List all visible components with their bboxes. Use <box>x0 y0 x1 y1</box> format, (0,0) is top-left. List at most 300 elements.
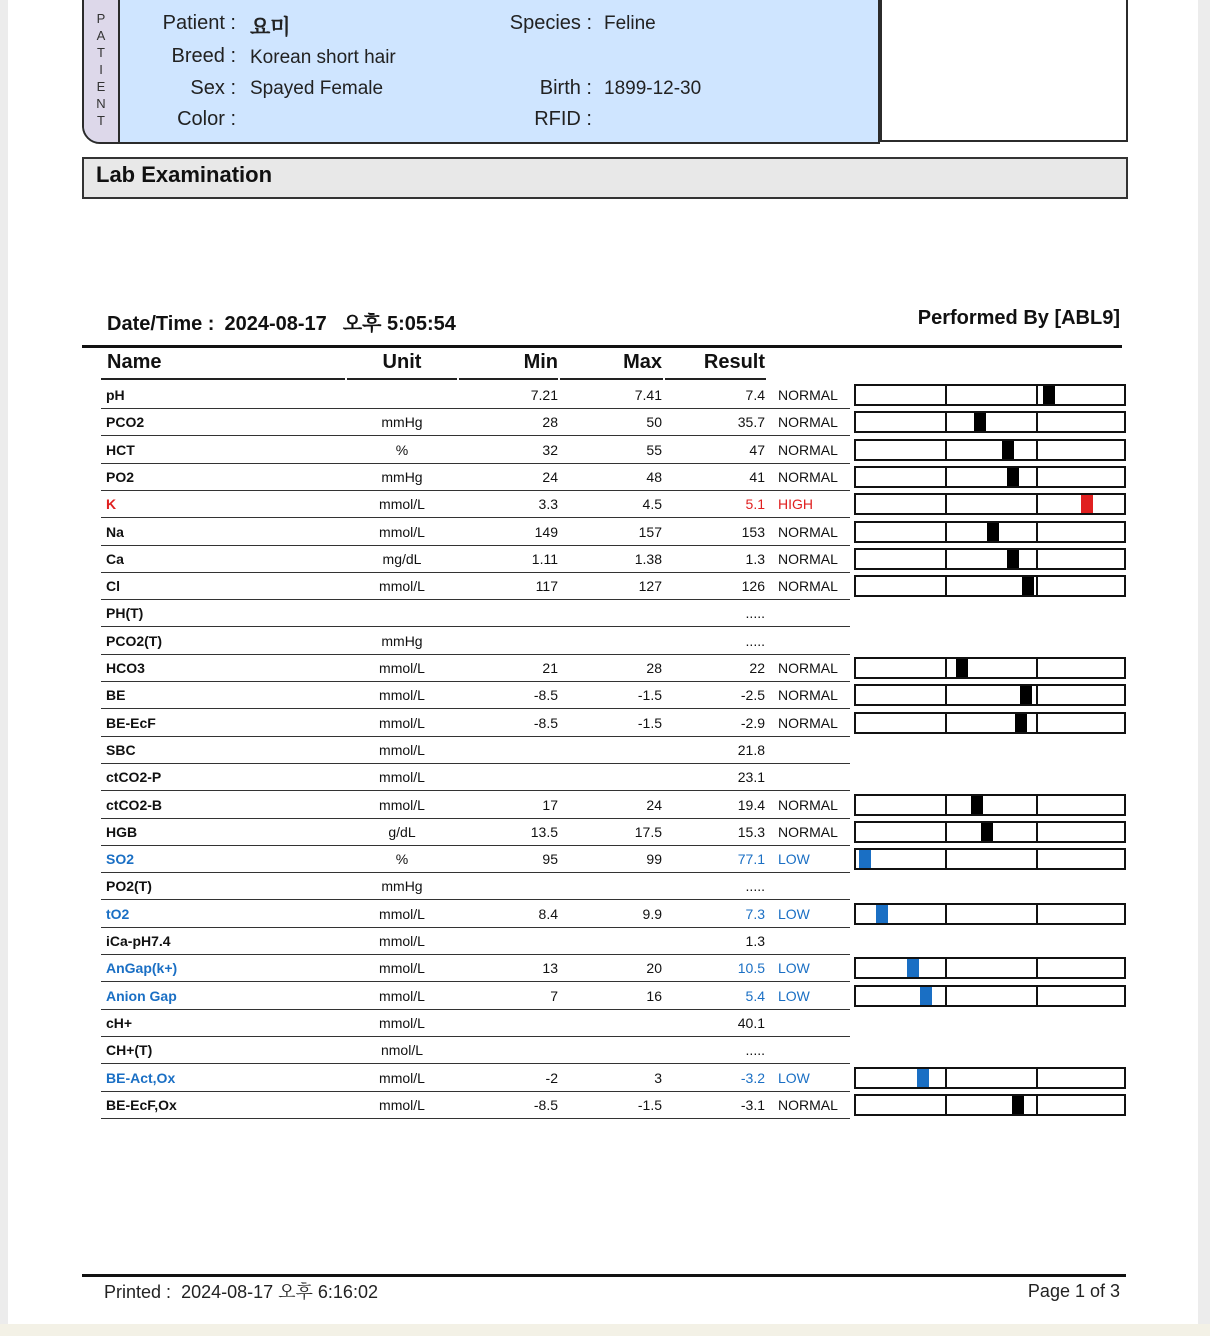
row-divider <box>101 545 850 546</box>
cell-name: SBC <box>106 742 136 758</box>
cell-result: 15.3 <box>737 824 765 840</box>
range-gauge <box>854 466 1126 488</box>
gauge-divider <box>1036 495 1038 513</box>
cell-result: ..... <box>745 1042 765 1058</box>
cell-min: 7 <box>550 988 558 1004</box>
gauge-divider <box>945 1096 947 1114</box>
patient-tab-letter: T <box>97 113 105 128</box>
row-divider <box>101 708 850 709</box>
cell-result: 19.4 <box>737 797 765 813</box>
sex-value: Spayed Female <box>250 78 384 99</box>
gauge-marker <box>876 905 888 923</box>
range-gauge <box>854 657 1126 679</box>
cell-unit: mmol/L <box>379 578 425 594</box>
table-row <box>0 902 1210 929</box>
gauge-divider <box>1036 1096 1038 1114</box>
cell-min: 117 <box>535 578 558 594</box>
viewer-bottom-strip <box>0 1324 1210 1336</box>
gauge-divider <box>1036 987 1038 1005</box>
range-gauge <box>854 1067 1126 1089</box>
cell-min: -8.5 <box>533 687 558 703</box>
table-row <box>0 1011 1210 1038</box>
cell-max: 28 <box>646 660 662 676</box>
row-divider <box>101 517 850 518</box>
gauge-divider <box>1036 550 1038 568</box>
gauge-divider <box>1036 850 1038 868</box>
gauge-divider <box>945 441 947 459</box>
gauge-divider <box>945 413 947 431</box>
cell-result: 41 <box>749 469 765 485</box>
cell-flag: NORMAL <box>778 715 838 731</box>
cell-name: PO2(T) <box>106 878 152 894</box>
gauge-divider <box>945 796 947 814</box>
cell-unit: mmol/L <box>379 988 425 1004</box>
cell-max: 20 <box>646 960 662 976</box>
gauge-divider <box>1036 523 1038 541</box>
cell-flag: NORMAL <box>778 578 838 594</box>
gauge-divider <box>1036 441 1038 459</box>
col-header-unit: Unit <box>382 351 422 373</box>
row-divider <box>101 927 850 928</box>
cell-min: 32 <box>542 442 558 458</box>
patient-label: Patient : <box>162 12 236 34</box>
row-divider <box>101 626 850 627</box>
cell-flag: LOW <box>778 906 810 922</box>
cell-min: -8.5 <box>533 1097 558 1113</box>
table-row <box>0 410 1210 437</box>
cell-unit: % <box>395 442 409 458</box>
cell-min: 13 <box>542 960 558 976</box>
col-header-min: Min <box>523 351 558 373</box>
cell-name: tO2 <box>106 906 130 922</box>
cell-unit: mmol/L <box>379 769 425 785</box>
cell-result: 77.1 <box>737 851 765 867</box>
cell-max: 127 <box>638 578 662 594</box>
gauge-marker <box>1002 441 1014 459</box>
row-divider <box>101 981 850 982</box>
cell-max: -1.5 <box>637 687 662 703</box>
range-gauge <box>854 794 1126 816</box>
table-row <box>0 1038 1210 1065</box>
cell-name: AnGap(k+) <box>106 960 178 976</box>
section-bar <box>82 157 1128 199</box>
table-row <box>0 929 1210 956</box>
cell-flag: NORMAL <box>778 1097 838 1113</box>
gauge-marker <box>1007 468 1019 486</box>
cell-max: 7.41 <box>634 387 662 403</box>
table-row <box>0 683 1210 710</box>
row-divider <box>101 599 850 600</box>
gauge-marker <box>987 523 999 541</box>
cell-min: 13.5 <box>530 824 558 840</box>
cell-result: -3.2 <box>740 1070 765 1086</box>
row-divider <box>101 845 850 846</box>
table-row <box>0 438 1210 465</box>
cell-name: Cl <box>106 578 120 594</box>
cell-min: 1.11 <box>531 551 558 567</box>
table-row <box>0 847 1210 874</box>
gauge-marker <box>1020 686 1032 704</box>
cell-unit: mmHg <box>381 469 423 485</box>
cell-result: 35.7 <box>737 414 765 430</box>
range-gauge <box>854 684 1126 706</box>
cell-name: PCO2 <box>106 414 145 430</box>
patient-tab-letter: E <box>96 79 106 94</box>
footer-rule <box>82 1274 1126 1277</box>
range-gauge <box>854 848 1126 870</box>
cell-result: 21.8 <box>737 742 765 758</box>
exam-datetime <box>107 307 456 336</box>
cell-unit: mmol/L <box>379 715 425 731</box>
gauge-divider <box>945 495 947 513</box>
gauge-marker <box>917 1069 929 1087</box>
printed-value: 2024-08-17 오후 6:16:02 <box>181 1282 378 1302</box>
cell-min: -2 <box>545 1070 558 1086</box>
cell-min: 21 <box>542 660 558 676</box>
birth-label: Birth : <box>539 77 592 99</box>
gauge-marker <box>1015 714 1027 732</box>
cell-result: -2.9 <box>740 715 765 731</box>
cell-flag: NORMAL <box>778 469 838 485</box>
table-row <box>0 1093 1210 1120</box>
gauge-divider <box>1036 577 1038 595</box>
cell-result: 5.1 <box>745 496 765 512</box>
gauge-divider <box>1036 796 1038 814</box>
range-gauge <box>854 548 1126 570</box>
table-row <box>0 738 1210 765</box>
cell-min: -8.5 <box>533 715 558 731</box>
range-gauge <box>854 903 1126 925</box>
cell-result: 1.3 <box>745 933 765 949</box>
cell-name: K <box>106 496 117 512</box>
row-divider <box>101 818 850 819</box>
cell-flag: NORMAL <box>778 414 838 430</box>
cell-unit: mmol/L <box>379 742 425 758</box>
cell-result: 22 <box>749 660 765 676</box>
range-gauge <box>854 575 1126 597</box>
table-row <box>0 601 1210 628</box>
cell-unit: % <box>395 851 409 867</box>
row-divider <box>101 1009 850 1010</box>
cell-unit: mmHg <box>381 878 423 894</box>
header-rule <box>82 345 1122 348</box>
cell-flag: NORMAL <box>778 524 838 540</box>
cell-unit: mmHg <box>381 633 423 649</box>
cell-name: PCO2(T) <box>106 633 162 649</box>
gauge-divider <box>945 850 947 868</box>
table-row <box>0 765 1210 792</box>
cell-unit: mmol/L <box>379 687 425 703</box>
breed-label: Breed : <box>171 45 236 67</box>
cell-flag: NORMAL <box>778 660 838 676</box>
cell-flag: NORMAL <box>778 442 838 458</box>
cell-name: ctCO2-B <box>106 797 163 813</box>
patient-vertical-tab <box>84 0 120 142</box>
patient-tab-letter: T <box>97 45 105 60</box>
cell-name: HCT <box>106 442 135 458</box>
row-divider <box>101 435 850 436</box>
cell-flag: LOW <box>778 851 810 867</box>
gauge-marker <box>1012 1096 1024 1114</box>
cell-flag: NORMAL <box>778 797 838 813</box>
cell-name: BE-EcF <box>106 715 156 731</box>
table-row <box>0 1066 1210 1093</box>
cell-name: BE-EcF,Ox <box>106 1097 177 1113</box>
table-row <box>0 820 1210 847</box>
range-gauge <box>854 985 1126 1007</box>
cell-max: 16 <box>646 988 662 1004</box>
row-divider <box>101 1091 850 1092</box>
cell-result: 5.4 <box>745 988 765 1004</box>
cell-min: 28 <box>542 414 558 430</box>
cell-unit: mg/dL <box>382 551 422 567</box>
cell-name: PH(T) <box>106 605 144 621</box>
cell-flag: LOW <box>778 960 810 976</box>
row-divider <box>101 736 850 737</box>
cell-max: 24 <box>646 797 662 813</box>
cell-max: 4.5 <box>642 496 662 512</box>
patient-tab-letter: I <box>99 62 103 77</box>
datetime-date: 2024-08-17 <box>224 313 327 335</box>
cell-result: -3.1 <box>740 1097 765 1113</box>
cell-max: 50 <box>646 414 662 430</box>
table-row <box>0 547 1210 574</box>
table-row <box>0 656 1210 683</box>
gauge-divider <box>945 959 947 977</box>
page-number: Page 1 of 3 <box>1027 1281 1120 1301</box>
row-divider <box>101 463 850 464</box>
gauge-marker <box>920 987 932 1005</box>
gauge-divider <box>1036 714 1038 732</box>
table-row <box>0 520 1210 547</box>
row-divider <box>101 654 850 655</box>
row-divider <box>101 763 850 764</box>
table-row <box>0 874 1210 901</box>
range-gauge <box>854 957 1126 979</box>
gauge-marker <box>956 659 968 677</box>
cell-flag: HIGH <box>778 496 813 512</box>
cell-max: 1.38 <box>634 551 662 567</box>
cell-min: 95 <box>542 851 558 867</box>
cell-min: 3.3 <box>538 496 558 512</box>
datetime-time: 오후 5:05:54 <box>342 313 456 335</box>
cell-name: HCO3 <box>106 660 145 676</box>
cell-unit: mmol/L <box>379 1097 425 1113</box>
section-title: Lab Examination <box>96 162 273 187</box>
header-underline <box>665 378 766 380</box>
cell-unit: mmHg <box>381 414 423 430</box>
cell-result: ..... <box>745 878 765 894</box>
cell-max: 99 <box>646 851 662 867</box>
cell-unit: g/dL <box>388 824 416 840</box>
cell-result: 1.3 <box>745 551 765 567</box>
cell-unit: nmol/L <box>380 1042 424 1058</box>
row-divider <box>101 1063 850 1064</box>
cell-result: -2.5 <box>740 687 765 703</box>
cell-result: 40.1 <box>737 1015 765 1031</box>
patient-tab-letter: P <box>96 11 106 26</box>
cell-name: iCa-pH7.4 <box>106 933 171 949</box>
col-header-result: Result <box>703 351 765 373</box>
cell-name: BE <box>106 687 126 703</box>
gauge-divider <box>945 659 947 677</box>
table-row <box>0 711 1210 738</box>
gauge-divider <box>1036 386 1038 404</box>
cell-result: 47 <box>749 442 765 458</box>
cell-unit: mmol/L <box>379 906 425 922</box>
gauge-divider <box>945 468 947 486</box>
gauge-divider <box>945 1069 947 1087</box>
row-divider <box>101 408 850 409</box>
table-row <box>0 629 1210 656</box>
range-gauge <box>854 712 1126 734</box>
rfid-label: RFID : <box>534 108 592 130</box>
datetime-label: Date/Time : <box>107 313 215 335</box>
sex-label: Sex : <box>190 77 236 99</box>
cell-name: Anion Gap <box>106 988 177 1004</box>
gauge-marker <box>971 796 983 814</box>
col-header-max: Max <box>623 351 662 373</box>
gauge-marker <box>907 959 919 977</box>
range-gauge <box>854 1094 1126 1116</box>
cell-min: 149 <box>534 524 558 540</box>
gauge-divider <box>1036 905 1038 923</box>
cell-max: -1.5 <box>637 715 662 731</box>
gauge-divider <box>945 550 947 568</box>
cell-unit: mmol/L <box>379 660 425 676</box>
cell-result: 10.5 <box>737 960 765 976</box>
gauge-divider <box>1036 959 1038 977</box>
cell-name: BE-Act,Ox <box>106 1070 176 1086</box>
gauge-divider <box>1036 1069 1038 1087</box>
col-header-name: Name <box>107 351 162 373</box>
cell-max: 9.9 <box>642 906 662 922</box>
row-divider <box>101 1118 850 1119</box>
species-value: Feline <box>604 13 656 34</box>
patient-tab-letter: N <box>96 96 106 111</box>
gauge-divider <box>1036 659 1038 677</box>
cell-result: 7.3 <box>745 906 765 922</box>
range-gauge <box>854 521 1126 543</box>
gauge-marker <box>1081 495 1093 513</box>
species-label: Species : <box>509 12 592 34</box>
gauge-divider <box>1036 413 1038 431</box>
row-divider <box>101 572 850 573</box>
table-row <box>0 383 1210 410</box>
cell-unit: mmol/L <box>379 1070 425 1086</box>
gauge-marker <box>1007 550 1019 568</box>
cell-unit: mmol/L <box>379 933 425 949</box>
cell-min: 24 <box>542 469 558 485</box>
cell-max: 17.5 <box>634 824 662 840</box>
cell-flag: NORMAL <box>778 551 838 567</box>
range-gauge <box>854 493 1126 515</box>
gauge-divider <box>945 714 947 732</box>
cell-unit: mmol/L <box>379 496 425 512</box>
cell-min: 8.4 <box>538 906 558 922</box>
cell-max: 157 <box>638 524 662 540</box>
cell-result: ..... <box>745 605 765 621</box>
color-label: Color : <box>177 108 236 130</box>
cell-name: CH+(T) <box>106 1042 153 1058</box>
cell-unit: mmol/L <box>379 524 425 540</box>
patient-tab-letter: A <box>96 28 106 43</box>
printed-label: Printed : <box>104 1282 172 1302</box>
cell-result: 153 <box>741 524 765 540</box>
row-divider <box>101 1036 850 1037</box>
cell-name: PO2 <box>106 469 135 485</box>
patient-info-card <box>82 0 880 144</box>
cell-name: ctCO2-P <box>106 769 162 785</box>
gauge-divider <box>945 386 947 404</box>
table-row <box>0 956 1210 983</box>
cell-result: ..... <box>745 633 765 649</box>
cell-name: Na <box>106 524 124 540</box>
cell-max: -1.5 <box>637 1097 662 1113</box>
table-row <box>0 984 1210 1011</box>
gauge-divider <box>1036 468 1038 486</box>
cell-max: 48 <box>646 469 662 485</box>
gauge-divider <box>945 686 947 704</box>
cell-min: 17 <box>542 797 558 813</box>
cell-name: pH <box>106 387 125 403</box>
cell-max: 3 <box>654 1070 662 1086</box>
gauge-marker <box>859 850 871 868</box>
gauge-divider <box>1036 686 1038 704</box>
header-underline <box>560 378 663 380</box>
cell-name: HGB <box>106 824 138 840</box>
gauge-marker <box>981 823 993 841</box>
gauge-divider <box>1036 823 1038 841</box>
patient-name: 요미 <box>250 16 291 39</box>
row-divider <box>101 899 850 900</box>
gauge-marker <box>1022 577 1034 595</box>
cell-flag: LOW <box>778 988 810 1004</box>
cell-min: 7.21 <box>530 387 558 403</box>
range-gauge <box>854 439 1126 461</box>
cell-result: 126 <box>741 578 765 594</box>
gauge-divider <box>945 987 947 1005</box>
gauge-divider <box>945 905 947 923</box>
row-divider <box>101 490 850 491</box>
table-row <box>0 465 1210 492</box>
cell-unit: mmol/L <box>379 797 425 813</box>
patient-photo-box <box>880 0 1128 142</box>
table-row <box>0 793 1210 820</box>
row-divider <box>101 681 850 682</box>
range-gauge <box>854 821 1126 843</box>
cell-max: 55 <box>646 442 662 458</box>
table-row <box>0 574 1210 601</box>
header-underline <box>347 378 457 380</box>
cell-flag: NORMAL <box>778 387 838 403</box>
gauge-marker <box>974 413 986 431</box>
cell-unit: mmol/L <box>379 960 425 976</box>
performed-by: Performed By [ABL9] <box>917 307 1120 329</box>
row-divider <box>101 954 850 955</box>
row-divider <box>101 872 850 873</box>
table-row <box>0 492 1210 519</box>
range-gauge <box>854 384 1126 406</box>
cell-result: 7.4 <box>745 387 765 403</box>
cell-flag: NORMAL <box>778 824 838 840</box>
cell-name: Ca <box>106 551 124 567</box>
gauge-divider <box>945 577 947 595</box>
gauge-divider <box>945 523 947 541</box>
cell-flag: LOW <box>778 1070 810 1086</box>
cell-name: cH+ <box>106 1015 133 1031</box>
row-divider <box>101 790 850 791</box>
